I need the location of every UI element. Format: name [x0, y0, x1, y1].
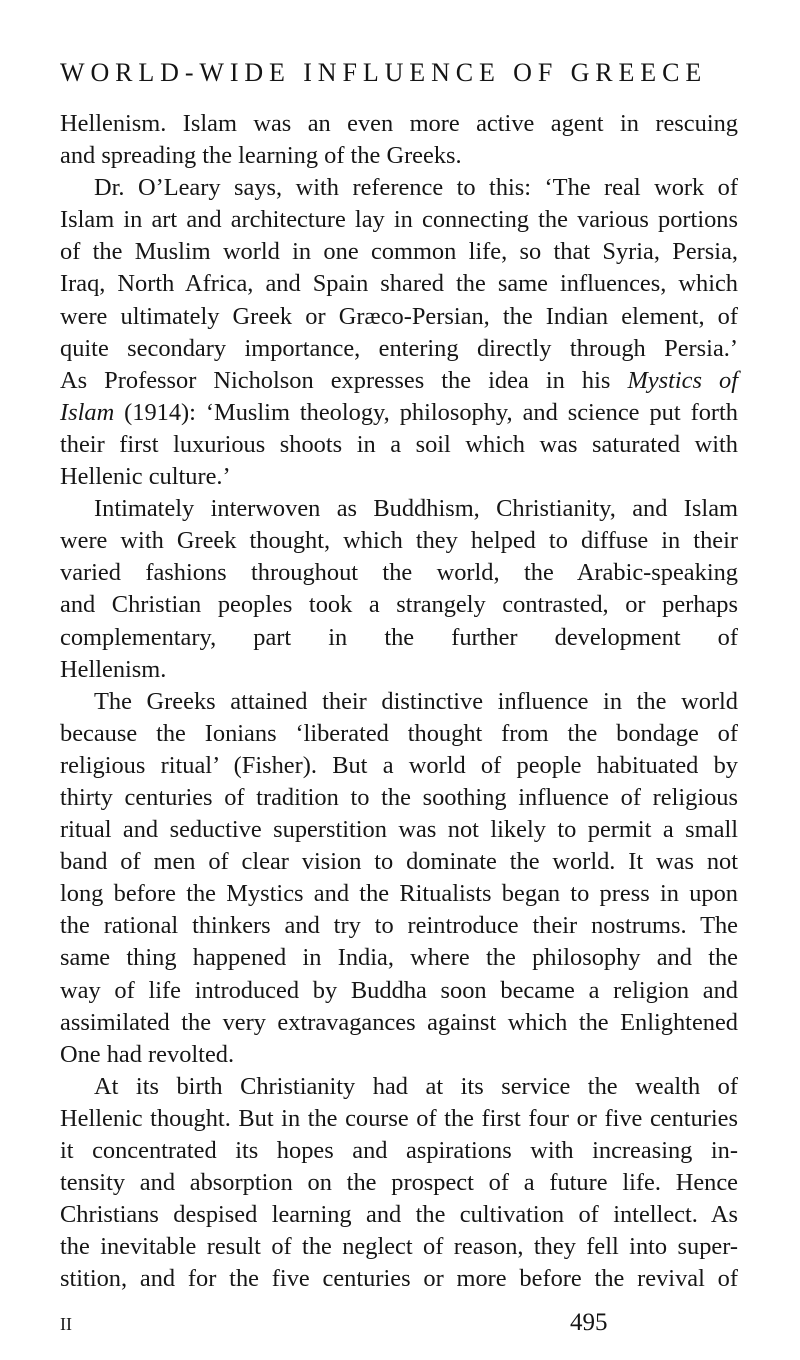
text-segment: (1914): ‘Muslim theology, philosophy, and science put forth — [114, 398, 738, 426]
text-line: stition, and for the five centuries or more before the revival of — [60, 1265, 738, 1293]
text-line: Hellenism. — [60, 655, 167, 683]
text-line: One had revolted. — [60, 1040, 235, 1068]
text-line: their first luxurious shoots in a soil which was saturated with — [60, 430, 738, 458]
text-line: the rational thinkers and try to reintroduce their nostrums. The — [60, 912, 738, 940]
text-line: of the Muslim world in one common life, so that Syria, Persia, — [60, 238, 738, 266]
text-line: Intimately interwoven as Buddhism, Christianity, and Islam — [94, 495, 738, 523]
text-line: were with Greek thought, which they helped to diffuse in their — [60, 527, 738, 555]
page-number: 495 — [570, 1309, 608, 1336]
book-title-italic: Mystics of — [627, 366, 739, 394]
text-line: Hellenic thought. But in the course of the first four or five centuries — [60, 1104, 738, 1132]
text-segment: As Professor Nicholson expresses the idea in his — [60, 366, 628, 394]
text-line: The Greeks attained their distinctive influence in the world — [94, 687, 738, 715]
text-line: tensity and absorption on the prospect of a future life. Hence — [60, 1169, 738, 1197]
text-line: way of life introduced by Buddha soon became a religion and — [60, 976, 738, 1004]
text-line: assimilated the very extravagances against which the Enlightened — [60, 1008, 738, 1036]
text-line: long before the Mystics and the Ritualists began to press in upon — [60, 880, 738, 908]
text-line: Hellenic culture.’ — [60, 463, 231, 491]
text-line: same thing happened in India, where the philosophy and the — [60, 944, 738, 972]
text-line: Dr. O’Leary says, with reference to this: ‘The real work of — [94, 174, 738, 202]
text-line: varied fashions throughout the world, the Arabic-speaking — [60, 559, 738, 587]
text-line: Christians despised learning and the cultivation of intellect. As — [60, 1201, 738, 1229]
book-title-italic: Islam — [60, 398, 115, 426]
text-line: band of men of clear vision to dominate the world. It was not — [60, 848, 738, 876]
text-line — [60, 397, 738, 429]
text-line: because the Ionians ‘liberated thought from the bondage of — [60, 719, 738, 747]
text-line: Islam in art and architecture lay in connecting the various portions — [60, 206, 738, 234]
text-line: ritual and seductive superstition was not likely to permit a small — [60, 816, 738, 844]
text-line: quite secondary importance, entering directly through Persia.’ — [60, 334, 738, 362]
text-line: religious ritual’ (Fisher). But a world of people habituated by — [60, 751, 738, 779]
text-line: and Christian peoples took a strangely contrasted, or perhaps — [60, 591, 738, 619]
running-head: WORLD-WIDE INFLUENCE OF GREECE — [60, 58, 708, 87]
text-line: were ultimately Greek or Græco-Persian, the Indian element, of — [60, 302, 738, 330]
text-line: and spreading the learning of the Greeks. — [60, 142, 462, 170]
text-line: thirty centuries of tradition to the soothing influence of religious — [60, 783, 738, 811]
text-line: Hellenism. Islam was an even more active agent in rescuing — [60, 110, 738, 137]
text-line: Iraq, North Africa, and Spain shared the same influences, which — [60, 270, 738, 298]
text-line: At its birth Christianity had at its service the wealth of — [94, 1072, 738, 1100]
body-text — [60, 108, 738, 1295]
text-line: complementary, part in the further development of — [60, 623, 738, 651]
text-line: the inevitable result of the neglect of reason, they fell into super- — [60, 1233, 738, 1261]
text-line — [60, 365, 738, 397]
text-line: it concentrated its hopes and aspirations with increasing in- — [60, 1137, 738, 1164]
signature-mark: II — [60, 1314, 72, 1334]
